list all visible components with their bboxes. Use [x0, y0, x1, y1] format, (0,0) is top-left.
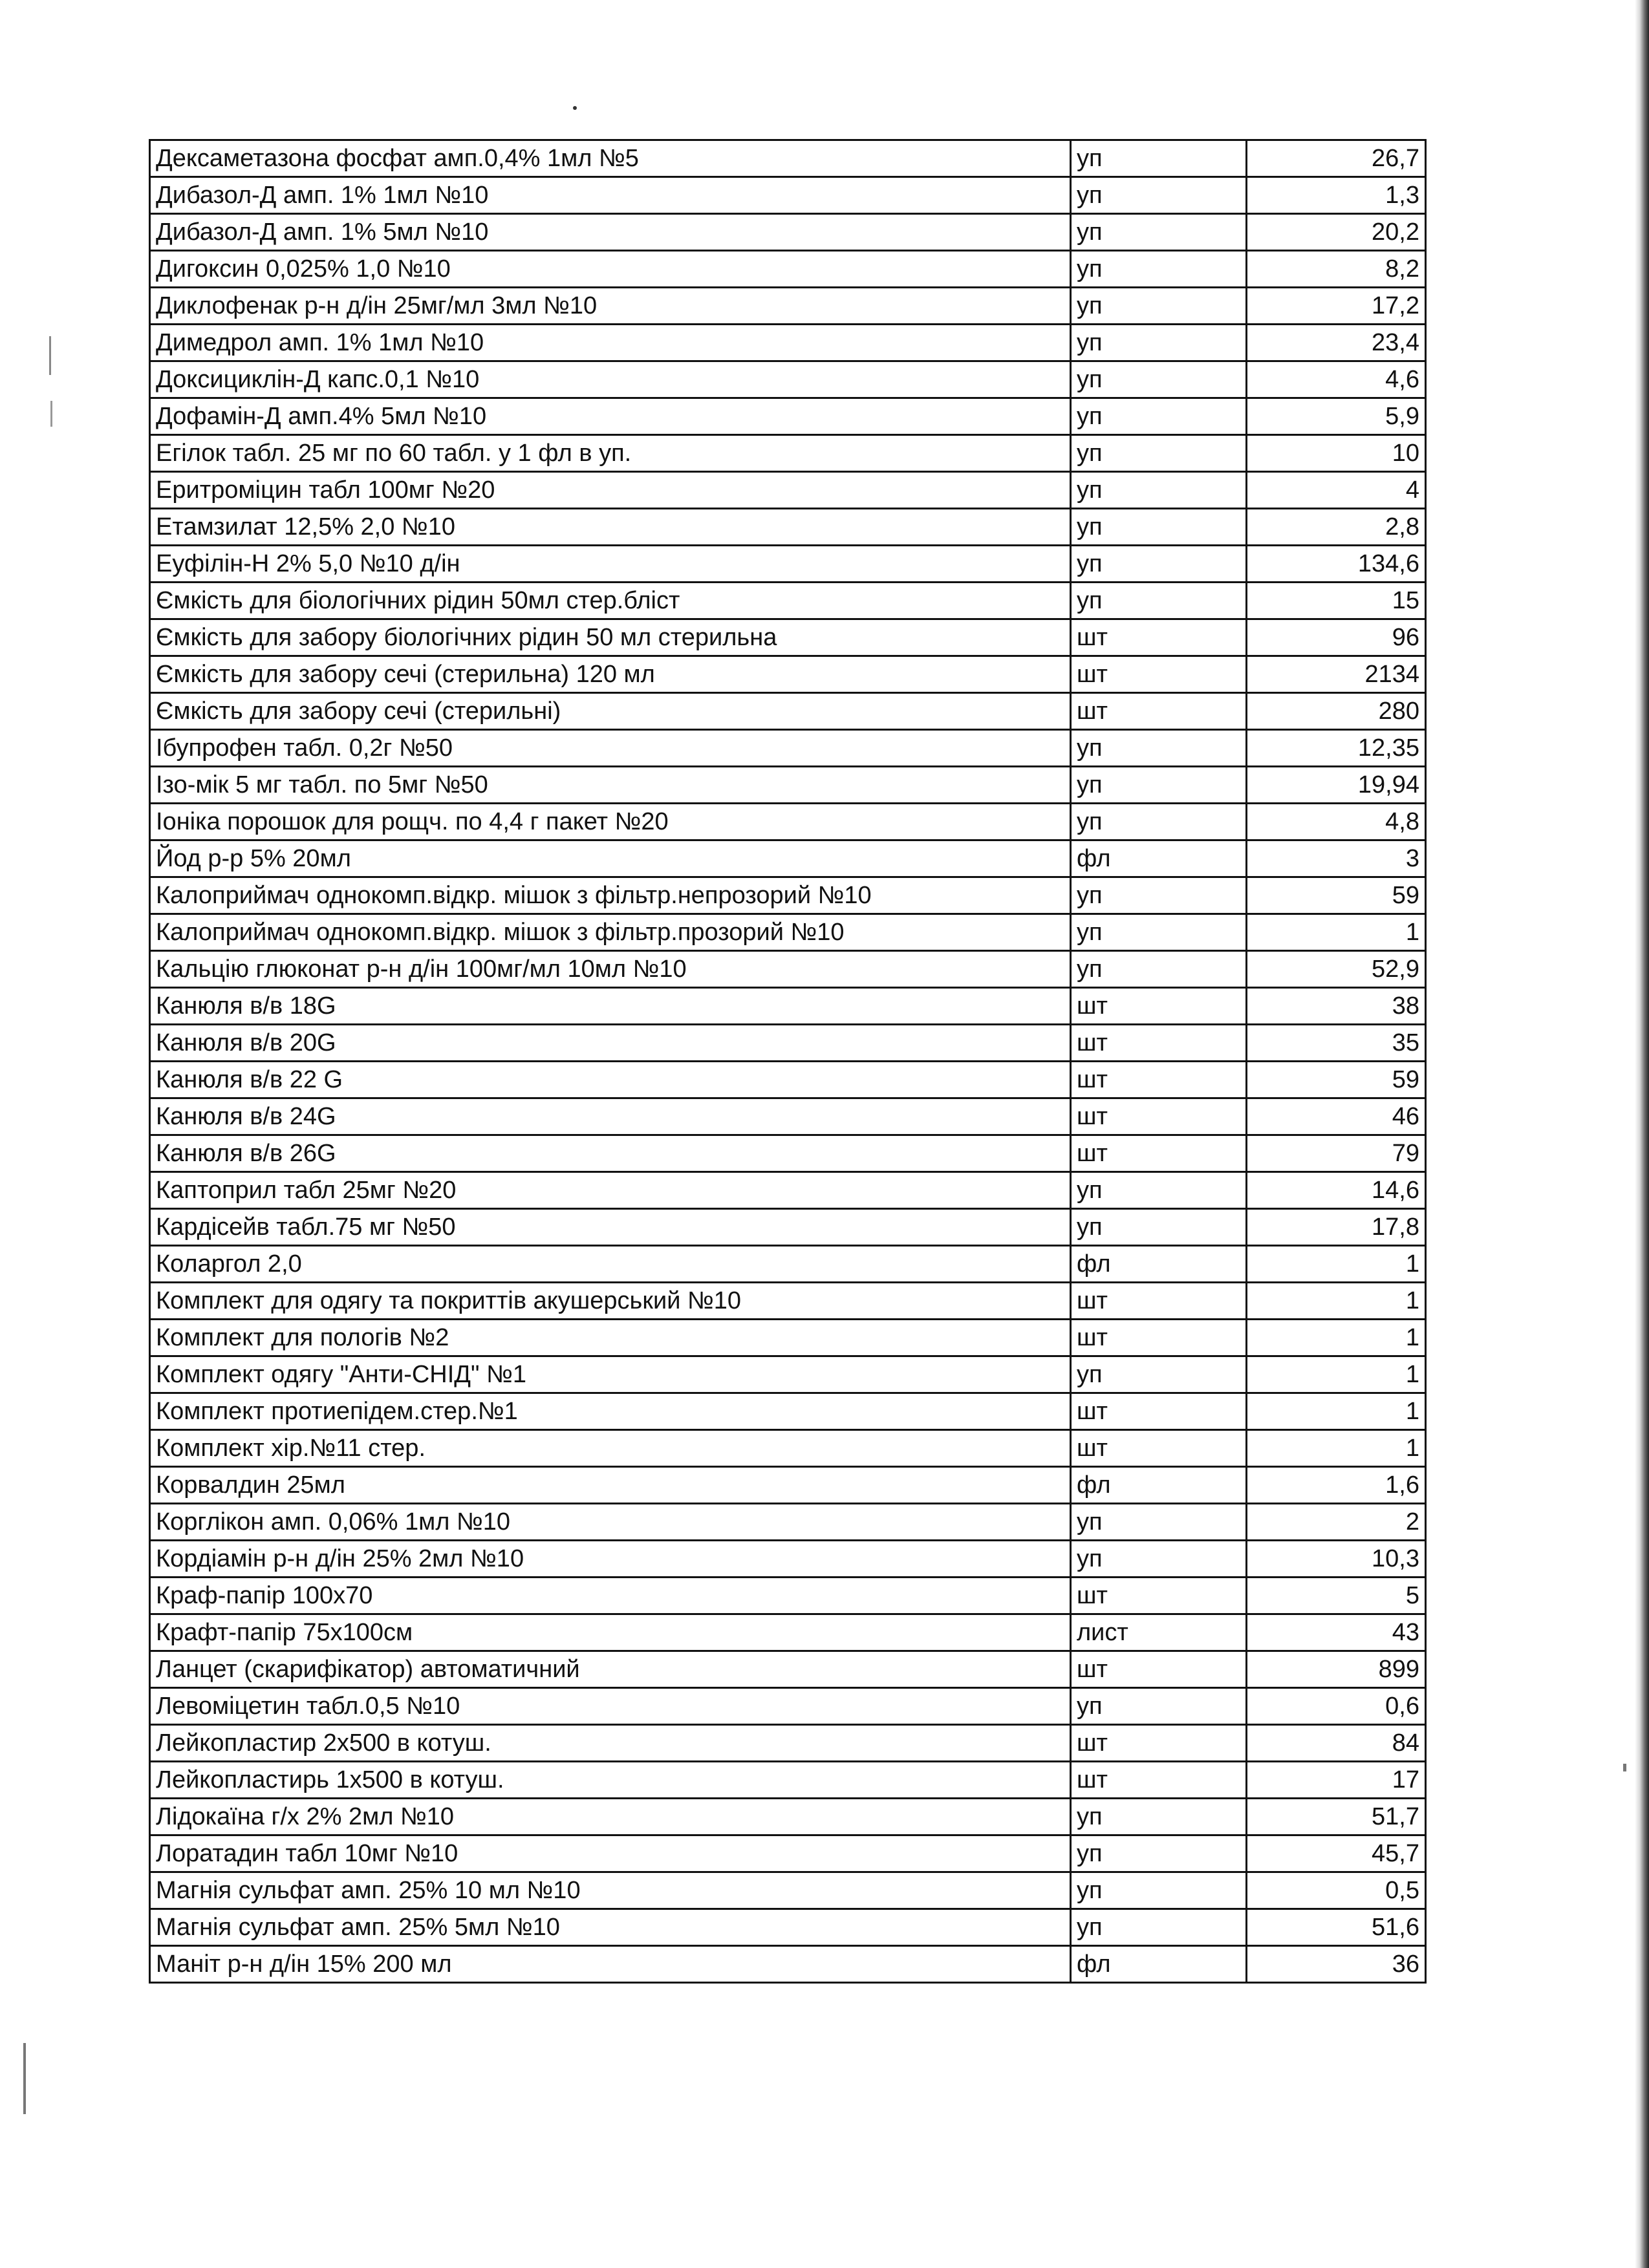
item-name-cell: Іоніка порошок для рощч. по 4,4 г пакет №20	[150, 804, 1071, 840]
item-quantity-cell: 4	[1247, 472, 1426, 509]
item-quantity-cell: 38	[1247, 988, 1426, 1025]
item-unit-cell: уп	[1071, 804, 1247, 840]
table-row	[150, 1283, 1426, 1320]
item-name-cell: Кордіамін р-н д/ін 25% 2мл №10	[150, 1541, 1071, 1578]
item-unit-cell: шт	[1071, 988, 1247, 1025]
item-unit-cell: шт	[1071, 1578, 1247, 1614]
item-name-cell: Канюля в/в 26G	[150, 1135, 1071, 1172]
item-quantity-cell: 0,6	[1247, 1688, 1426, 1725]
item-unit-cell: шт	[1071, 1725, 1247, 1762]
table-row	[150, 1135, 1426, 1172]
item-quantity-cell: 3	[1247, 840, 1426, 877]
table-row	[150, 1098, 1426, 1135]
table-row	[150, 1430, 1426, 1467]
table-row	[150, 1909, 1426, 1946]
item-name-cell: Лейкопластирь 1х500 в котуш.	[150, 1762, 1071, 1799]
item-name-cell: Кардісейв табл.75 мг №50	[150, 1209, 1071, 1246]
item-quantity-cell: 899	[1247, 1651, 1426, 1688]
item-name-cell: Левоміцетин табл.0,5 №10	[150, 1688, 1071, 1725]
item-unit-cell: фл	[1071, 1946, 1247, 1983]
item-name-cell: Дексаметазона фосфат амп.0,4% 1мл №5	[150, 140, 1071, 177]
item-name-cell: Канюля в/в 18G	[150, 988, 1071, 1025]
item-name-cell: Комплект для пологів №2	[150, 1320, 1071, 1356]
item-name-cell: Краф-папір 100х70	[150, 1578, 1071, 1614]
item-name-cell: Ємкість для забору біологічних рідин 50 мл стерильна	[150, 619, 1071, 656]
item-quantity-cell: 17,8	[1247, 1209, 1426, 1246]
item-quantity-cell: 79	[1247, 1135, 1426, 1172]
table-row	[150, 767, 1426, 804]
item-unit-cell: уп	[1071, 177, 1247, 214]
item-unit-cell: уп	[1071, 1909, 1247, 1946]
item-name-cell: Лідокаїна г/х 2% 2мл №10	[150, 1799, 1071, 1835]
item-quantity-cell: 96	[1247, 619, 1426, 656]
table-row	[150, 288, 1426, 325]
item-quantity-cell: 8,2	[1247, 251, 1426, 288]
item-unit-cell: шт	[1071, 656, 1247, 693]
item-name-cell: Канюля в/в 20G	[150, 1025, 1071, 1062]
table-row	[150, 1872, 1426, 1909]
item-quantity-cell: 14,6	[1247, 1172, 1426, 1209]
item-quantity-cell: 0,5	[1247, 1872, 1426, 1909]
item-name-cell: Етамзилат 12,5% 2,0 №10	[150, 509, 1071, 546]
item-name-cell: Ібупрофен табл. 0,2г №50	[150, 730, 1071, 767]
table-row	[150, 877, 1426, 914]
item-unit-cell: шт	[1071, 1283, 1247, 1320]
item-name-cell: Еуфілін-Н 2% 5,0 №10 д/ін	[150, 546, 1071, 583]
item-name-cell: Корглікон амп. 0,06% 1мл №10	[150, 1504, 1071, 1541]
item-quantity-cell: 15	[1247, 583, 1426, 619]
items-table	[149, 139, 1427, 1984]
item-unit-cell: уп	[1071, 1356, 1247, 1393]
table-row	[150, 988, 1426, 1025]
item-quantity-cell: 52,9	[1247, 951, 1426, 988]
item-unit-cell: шт	[1071, 693, 1247, 730]
item-unit-cell: шт	[1071, 1393, 1247, 1430]
item-unit-cell: уп	[1071, 877, 1247, 914]
table-row	[150, 546, 1426, 583]
table-row	[150, 1835, 1426, 1872]
item-name-cell: Дибазол-Д амп. 1% 5мл №10	[150, 214, 1071, 251]
item-unit-cell: фл	[1071, 1246, 1247, 1283]
table-row	[150, 914, 1426, 951]
item-unit-cell: уп	[1071, 1799, 1247, 1835]
item-unit-cell: шт	[1071, 1025, 1247, 1062]
table-row	[150, 619, 1426, 656]
table-row	[150, 951, 1426, 988]
item-name-cell: Каптоприл табл 25мг №20	[150, 1172, 1071, 1209]
item-name-cell: Дигоксин 0,025% 1,0 №10	[150, 251, 1071, 288]
item-name-cell: Диклофенак р-н д/ін 25мг/мл 3мл №10	[150, 288, 1071, 325]
item-quantity-cell: 1,3	[1247, 177, 1426, 214]
item-name-cell: Крафт-папір 75х100см	[150, 1614, 1071, 1651]
item-unit-cell: уп	[1071, 325, 1247, 361]
table-row	[150, 693, 1426, 730]
item-unit-cell: уп	[1071, 435, 1247, 472]
item-name-cell: Доксициклін-Д капс.0,1 №10	[150, 361, 1071, 398]
item-quantity-cell: 1,6	[1247, 1467, 1426, 1504]
item-unit-cell: уп	[1071, 140, 1247, 177]
item-unit-cell: шт	[1071, 1430, 1247, 1467]
scan-speck	[50, 401, 52, 427]
item-name-cell: Комплект хір.№11 стер.	[150, 1430, 1071, 1467]
item-unit-cell: уп	[1071, 1209, 1247, 1246]
item-name-cell: Комплект протиепідем.стер.№1	[150, 1393, 1071, 1430]
item-name-cell: Калоприймач однокомп.відкр. мішок з фільтр.непрозорий №10	[150, 877, 1071, 914]
item-unit-cell: уп	[1071, 1835, 1247, 1872]
item-unit-cell: уп	[1071, 288, 1247, 325]
table-row	[150, 1762, 1426, 1799]
item-name-cell: Маніт р-н д/ін 15% 200 мл	[150, 1946, 1071, 1983]
item-unit-cell: шт	[1071, 1320, 1247, 1356]
item-unit-cell: уп	[1071, 509, 1247, 546]
scan-speck	[49, 336, 51, 375]
table-row	[150, 472, 1426, 509]
table-row	[150, 1393, 1426, 1430]
item-quantity-cell: 280	[1247, 693, 1426, 730]
item-quantity-cell: 1	[1247, 914, 1426, 951]
item-quantity-cell: 4,6	[1247, 361, 1426, 398]
item-name-cell: Канюля в/в 22 G	[150, 1062, 1071, 1098]
item-quantity-cell: 23,4	[1247, 325, 1426, 361]
table-row	[150, 1320, 1426, 1356]
item-unit-cell: фл	[1071, 1467, 1247, 1504]
item-quantity-cell: 26,7	[1247, 140, 1426, 177]
scan-speck	[573, 106, 577, 110]
table-row	[150, 1578, 1426, 1614]
item-quantity-cell: 10,3	[1247, 1541, 1426, 1578]
table-row	[150, 1025, 1426, 1062]
table-row	[150, 398, 1426, 435]
item-name-cell: Комплект для одягу та покриттів акушерський №10	[150, 1283, 1071, 1320]
item-unit-cell: шт	[1071, 619, 1247, 656]
item-quantity-cell: 19,94	[1247, 767, 1426, 804]
item-unit-cell: шт	[1071, 1135, 1247, 1172]
table-row	[150, 1062, 1426, 1098]
item-quantity-cell: 1	[1247, 1393, 1426, 1430]
item-quantity-cell: 84	[1247, 1725, 1426, 1762]
item-name-cell: Йод р-р 5% 20мл	[150, 840, 1071, 877]
table-row	[150, 656, 1426, 693]
item-name-cell: Лейкопластир 2х500 в котуш.	[150, 1725, 1071, 1762]
table-row	[150, 1651, 1426, 1688]
item-quantity-cell: 46	[1247, 1098, 1426, 1135]
item-quantity-cell: 35	[1247, 1025, 1426, 1062]
table-row	[150, 214, 1426, 251]
item-quantity-cell: 5,9	[1247, 398, 1426, 435]
item-name-cell: Ємкість для забору сечі (стерильна) 120 мл	[150, 656, 1071, 693]
item-quantity-cell: 59	[1247, 1062, 1426, 1098]
item-name-cell: Ємкість для біологічних рідин 50мл стер.бліст	[150, 583, 1071, 619]
item-quantity-cell: 12,35	[1247, 730, 1426, 767]
items-table-body	[150, 140, 1426, 1983]
item-quantity-cell: 51,6	[1247, 1909, 1426, 1946]
item-unit-cell: шт	[1071, 1762, 1247, 1799]
item-unit-cell: шт	[1071, 1651, 1247, 1688]
item-quantity-cell: 36	[1247, 1946, 1426, 1983]
table-row	[150, 509, 1426, 546]
table-row	[150, 177, 1426, 214]
table-row	[150, 583, 1426, 619]
table-row	[150, 1946, 1426, 1983]
item-name-cell: Корвалдин 25мл	[150, 1467, 1071, 1504]
item-unit-cell: уп	[1071, 951, 1247, 988]
table-row	[150, 325, 1426, 361]
table-row	[150, 251, 1426, 288]
item-unit-cell: уп	[1071, 472, 1247, 509]
table-row	[150, 840, 1426, 877]
item-name-cell: Егілок табл. 25 мг по 60 табл. у 1 фл в уп.	[150, 435, 1071, 472]
table-row	[150, 1541, 1426, 1578]
item-unit-cell: уп	[1071, 251, 1247, 288]
item-quantity-cell: 1	[1247, 1246, 1426, 1283]
item-quantity-cell: 20,2	[1247, 214, 1426, 251]
item-unit-cell: шт	[1071, 1062, 1247, 1098]
table-row	[150, 1246, 1426, 1283]
item-name-cell: Ємкість для забору сечі (стерильні)	[150, 693, 1071, 730]
table-row	[150, 1614, 1426, 1651]
item-unit-cell: уп	[1071, 730, 1247, 767]
item-quantity-cell: 1	[1247, 1356, 1426, 1393]
item-name-cell: Комплект одягу "Анти-СНІД" №1	[150, 1356, 1071, 1393]
item-unit-cell: шт	[1071, 1098, 1247, 1135]
table-row	[150, 1467, 1426, 1504]
item-unit-cell: уп	[1071, 1541, 1247, 1578]
table-row	[150, 1504, 1426, 1541]
item-unit-cell: уп	[1071, 214, 1247, 251]
item-quantity-cell: 59	[1247, 877, 1426, 914]
item-unit-cell: уп	[1071, 398, 1247, 435]
item-unit-cell: уп	[1071, 361, 1247, 398]
item-quantity-cell: 2	[1247, 1504, 1426, 1541]
item-name-cell: Канюля в/в 24G	[150, 1098, 1071, 1135]
item-unit-cell: уп	[1071, 546, 1247, 583]
item-unit-cell: лист	[1071, 1614, 1247, 1651]
item-name-cell: Лоратадин табл 10мг №10	[150, 1835, 1071, 1872]
table-row	[150, 361, 1426, 398]
item-quantity-cell: 134,6	[1247, 546, 1426, 583]
item-quantity-cell: 1	[1247, 1283, 1426, 1320]
scan-edge-shadow	[1635, 0, 1649, 2268]
item-name-cell: Дибазол-Д амп. 1% 1мл №10	[150, 177, 1071, 214]
item-quantity-cell: 5	[1247, 1578, 1426, 1614]
item-name-cell: Магнія сульфат амп. 25% 10 мл №10	[150, 1872, 1071, 1909]
item-quantity-cell: 17,2	[1247, 288, 1426, 325]
item-unit-cell: уп	[1071, 1172, 1247, 1209]
table-row	[150, 804, 1426, 840]
item-quantity-cell: 1	[1247, 1320, 1426, 1356]
item-name-cell: Кальцію глюконат р-н д/ін 100мг/мл 10мл №10	[150, 951, 1071, 988]
table-row	[150, 1209, 1426, 1246]
item-unit-cell: уп	[1071, 914, 1247, 951]
item-quantity-cell: 2134	[1247, 656, 1426, 693]
table-row	[150, 1172, 1426, 1209]
scan-speck	[23, 2043, 26, 2114]
item-unit-cell: уп	[1071, 583, 1247, 619]
item-quantity-cell: 17	[1247, 1762, 1426, 1799]
item-quantity-cell: 45,7	[1247, 1835, 1426, 1872]
table-row	[150, 1688, 1426, 1725]
scan-speck	[1623, 1764, 1626, 1771]
item-unit-cell: уп	[1071, 1688, 1247, 1725]
item-name-cell: Калоприймач однокомп.відкр. мішок з фільтр.прозорий №10	[150, 914, 1071, 951]
table-row	[150, 1725, 1426, 1762]
item-quantity-cell: 51,7	[1247, 1799, 1426, 1835]
item-quantity-cell: 2,8	[1247, 509, 1426, 546]
item-quantity-cell: 43	[1247, 1614, 1426, 1651]
table-row	[150, 435, 1426, 472]
table-row	[150, 730, 1426, 767]
item-quantity-cell: 10	[1247, 435, 1426, 472]
item-quantity-cell: 1	[1247, 1430, 1426, 1467]
table-row	[150, 1799, 1426, 1835]
item-name-cell: Дофамін-Д амп.4% 5мл №10	[150, 398, 1071, 435]
item-quantity-cell: 4,8	[1247, 804, 1426, 840]
item-name-cell: Еритроміцин табл 100мг №20	[150, 472, 1071, 509]
item-name-cell: Димедрол амп. 1% 1мл №10	[150, 325, 1071, 361]
item-name-cell: Магнія сульфат амп. 25% 5мл №10	[150, 1909, 1071, 1946]
item-unit-cell: фл	[1071, 840, 1247, 877]
table-row	[150, 140, 1426, 177]
table-row	[150, 1356, 1426, 1393]
item-name-cell: Ізо-мік 5 мг табл. по 5мг №50	[150, 767, 1071, 804]
item-name-cell: Коларгол 2,0	[150, 1246, 1071, 1283]
item-name-cell: Ланцет (скарифікатор) автоматичний	[150, 1651, 1071, 1688]
item-unit-cell: уп	[1071, 1504, 1247, 1541]
item-unit-cell: уп	[1071, 1872, 1247, 1909]
item-unit-cell: уп	[1071, 767, 1247, 804]
